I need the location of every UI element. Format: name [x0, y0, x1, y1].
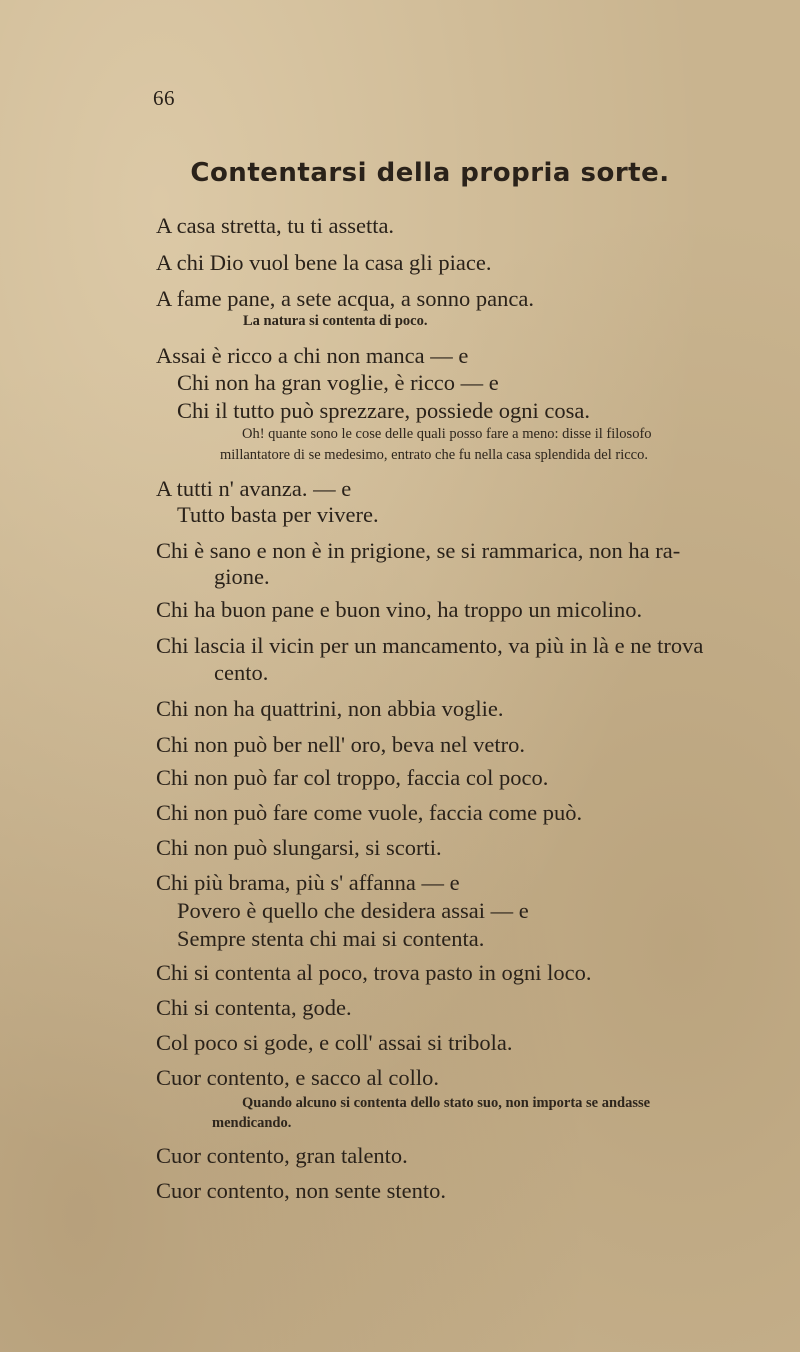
proverb-note: La natura si contenta di poco. — [243, 313, 428, 329]
proverb-line: Chi non può far col troppo, faccia col poco. — [156, 765, 549, 790]
proverb-note: millantatore di se medesimo, entrato che fu nella casa splendida del ricco. — [220, 447, 648, 463]
proverb-line: A casa stretta, tu ti assetta. — [156, 213, 395, 238]
proverb-line: Chi più brama, più s' affanna — e — [156, 870, 460, 895]
proverb-line: Col poco si gode, e coll' assai si tribola. — [156, 1030, 513, 1055]
proverb-line: Povero è quello che desidera assai — e — [177, 898, 529, 923]
proverb-line: Chi si contenta al poco, trova pasto in ogni loco. — [156, 960, 592, 985]
proverb-line: A fame pane, a sete acqua, a sonno panca. — [156, 286, 534, 311]
proverb-line: A chi Dio vuol bene la casa gli piace. — [156, 250, 492, 275]
proverb-line: Cuor contento, e sacco al collo. — [156, 1065, 440, 1090]
proverb-line: Chi non può ber nell' oro, beva nel vetro. — [156, 732, 525, 757]
proverb-line: Chi lascia il vicin per un mancamento, va più in là e ne trova — [156, 633, 704, 658]
proverb-line: cento. — [214, 660, 269, 685]
proverb-line: Chi non può fare come vuole, faccia come può. — [156, 800, 583, 825]
proverb-line: Chi non ha gran voglie, è ricco — e — [177, 370, 499, 395]
proverb-line: Sempre stenta chi mai si contenta. — [177, 926, 485, 951]
proverb-line: Cuor contento, non sente stento. — [156, 1178, 446, 1203]
proverb-line: Assai è ricco a chi non manca — e — [156, 343, 469, 368]
proverb-line: Tutto basta per vivere. — [177, 502, 379, 527]
page-number: 66 — [153, 86, 175, 110]
proverb-line: gione. — [214, 564, 270, 589]
proverb-line: Cuor contento, gran talento. — [156, 1143, 408, 1168]
proverb-line: Chi non può slungarsi, si scorti. — [156, 835, 442, 860]
proverb-note: Quando alcuno si contenta dello stato suo, non importa se andasse — [242, 1095, 651, 1111]
proverb-line: Chi è sano e non è in prigione, se si rammarica, non ha ra- — [156, 538, 681, 563]
proverb-line: Chi il tutto può sprezzare, possiede ogni cosa. — [177, 398, 591, 423]
proverb-line: Chi ha buon pane e buon vino, ha troppo un micolino. — [156, 597, 643, 622]
proverb-line: Chi si contenta, gode. — [156, 995, 352, 1020]
proverb-note: mendicando. — [212, 1115, 292, 1131]
proverb-note: Oh! quante sono le cose delle quali posso fare a meno: disse il filosofo — [242, 426, 652, 442]
proverb-line: A tutti n' avanza. — e — [156, 476, 352, 501]
proverb-line: Chi non ha quattrini, non abbia voglie. — [156, 696, 504, 721]
page-title: Contentarsi della propria sorte. — [190, 158, 670, 188]
